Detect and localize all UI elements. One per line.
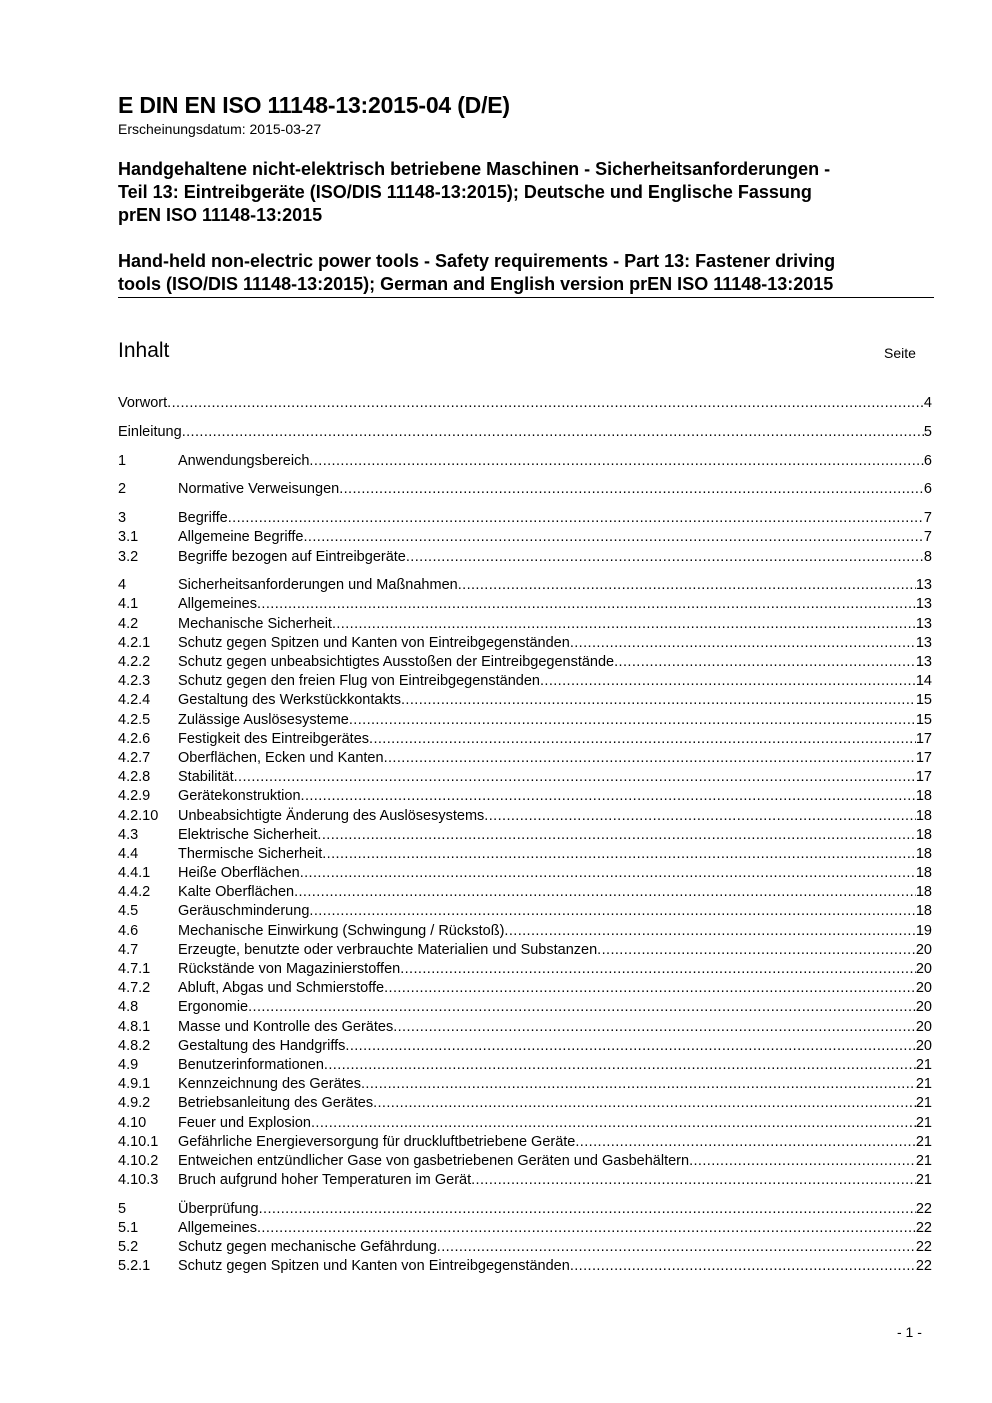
toc-entry-title: Ergonomie [178, 999, 249, 1016]
toc-entry-title: Zulässige Auslösesysteme [178, 711, 349, 728]
toc-entry[interactable] [118, 1094, 932, 1113]
toc-entry[interactable] [118, 672, 932, 691]
toc-dot-leader [689, 1152, 916, 1171]
toc-entry-page: 17 [915, 769, 932, 786]
toc-entry-number: 4.2 [118, 615, 139, 632]
toc-entry[interactable] [118, 452, 932, 471]
toc-dot-leader [311, 1114, 916, 1133]
toc-entry[interactable] [118, 883, 932, 902]
toc-entry-title: Mechanische Einwirkung (Schwingung / Rückstoß) [178, 922, 505, 939]
toc-entry-title: Schutz gegen Spitzen und Kanten von Eintreibgegenständen [178, 634, 570, 651]
toc-entry-title: Schutz gegen Spitzen und Kanten von Eintreibgegenständen [178, 1258, 570, 1275]
toc-entry-number: 4.10.2 [118, 1152, 159, 1169]
toc-entry-page: 7 [923, 529, 932, 546]
toc-entry[interactable] [118, 979, 932, 998]
toc-entry-page: 20 [915, 941, 932, 958]
toc-entry-title: Einleitung [118, 423, 182, 440]
toc-entry-number: 4.2.3 [118, 673, 151, 690]
toc-dot-leader [406, 548, 924, 567]
toc-dot-leader [349, 711, 916, 730]
toc-entry-page: 21 [915, 1076, 932, 1093]
toc-entry[interactable] [118, 1238, 932, 1257]
toc-entry-number: 4.6 [118, 922, 139, 939]
toc-entry-page: 15 [915, 692, 932, 709]
toc-dot-leader [504, 922, 915, 941]
toc-entry-page: 13 [915, 596, 932, 613]
toc-entry[interactable] [118, 1171, 932, 1190]
toc-entry-number: 4.9.2 [118, 1095, 151, 1112]
toc-entry-number: 4.10.1 [118, 1133, 159, 1150]
toc-entry-number: 4.7.2 [118, 980, 151, 997]
toc-entry-number: 3.2 [118, 548, 139, 565]
toc-dot-leader [303, 528, 923, 547]
toc-entry[interactable] [118, 711, 932, 730]
toc-entry[interactable] [118, 1075, 932, 1094]
toc-entry-title: Schutz gegen den freien Flug von Eintreibgegenständen [178, 673, 540, 690]
toc-entry[interactable] [118, 864, 932, 883]
toc-entry[interactable] [118, 902, 932, 921]
toc-entry-page: 13 [915, 577, 932, 594]
toc-entry-page: 20 [915, 1037, 932, 1054]
toc-dot-leader [322, 845, 916, 864]
publication-date: Erscheinungsdatum: 2015-03-27 [118, 121, 322, 137]
toc-entry-title: Normative Verweisungen [178, 481, 340, 498]
toc-entry-title: Mechanische Sicherheit [178, 615, 332, 632]
toc-entry-page: 17 [915, 730, 932, 747]
toc-entry-title: Festigkeit des Eintreibgerätes [178, 730, 370, 747]
toc-entry-title: Thermische Sicherheit [178, 845, 323, 862]
toc-entry-title: Gestaltung des Handgriffs [178, 1037, 346, 1054]
toc-entry-page: 13 [915, 634, 932, 651]
toc-entry-number: 5.2.1 [118, 1258, 151, 1275]
toc-entry[interactable] [118, 787, 932, 806]
toc-entry[interactable] [118, 1219, 932, 1238]
title-english-line: tools (ISO/DIS 11148-13:2015); German and English version prEN ISO 11148-13:2015 [118, 274, 834, 294]
toc-entry-page: 18 [915, 807, 932, 824]
toc-dot-leader [614, 653, 916, 672]
toc-dot-leader [309, 902, 915, 921]
toc-entry-title: Heiße Oberflächen [178, 865, 300, 882]
toc-group [118, 394, 932, 413]
toc-entry[interactable] [118, 1018, 932, 1037]
title-german-line: Handgehaltene nicht-elektrisch betriebene Maschinen - Sicherheitsanforderungen - [118, 159, 831, 179]
toc-entry-page: 13 [915, 654, 932, 671]
toc-entry[interactable] [118, 807, 932, 826]
toc-dot-leader [361, 1075, 916, 1094]
toc-entry-page: 20 [915, 980, 932, 997]
toc-dot-leader [540, 672, 916, 691]
title-german-line: Teil 13: Eintreibgeräte (ISO/DIS 11148-13:2015); Deutsche und Englische Fassung [118, 182, 812, 202]
toc-entry-number: 4.7.1 [118, 961, 151, 978]
toc-dot-leader [234, 768, 916, 787]
document-id: E DIN EN ISO 11148-13:2015-04 (D/E) [118, 92, 510, 118]
toc-entry-title: Elektrische Sicherheit [178, 826, 318, 843]
toc-entry-page: 19 [915, 922, 932, 939]
toc-entry-title: Rückstände von Magazinierstoffen [178, 961, 401, 978]
toc-entry[interactable] [118, 922, 932, 941]
table-of-contents [118, 394, 932, 1277]
toc-dot-leader [257, 595, 916, 614]
toc-dot-leader [248, 998, 916, 1017]
toc-entry[interactable] [118, 1200, 932, 1219]
toc-entry-number: 4.10 [118, 1114, 147, 1131]
toc-entry-page: 4 [923, 395, 932, 411]
toc-group [118, 452, 932, 471]
toc-entry-number: 4.2.7 [118, 749, 151, 766]
toc-dot-leader [317, 826, 915, 845]
toc-entry-page: 20 [915, 1018, 932, 1035]
toc-entry-page: 21 [915, 1133, 932, 1150]
toc-entry-title: Überprüfung [178, 1200, 259, 1217]
toc-dot-leader [400, 960, 916, 979]
toc-dot-leader [471, 1171, 916, 1190]
toc-entry[interactable] [118, 653, 932, 672]
toc-dot-leader [401, 691, 916, 710]
toc-dot-leader [384, 979, 916, 998]
toc-dot-leader [345, 1037, 915, 1056]
toc-entry-page: 18 [915, 884, 932, 901]
toc-dot-leader [484, 807, 916, 826]
title-divider [118, 297, 934, 298]
toc-entry[interactable] [118, 634, 932, 653]
toc-entry[interactable] [118, 845, 932, 864]
toc-entry-title: Masse und Kontrolle des Gerätes [178, 1018, 394, 1035]
toc-dot-leader [309, 452, 924, 471]
toc-dot-leader [324, 1056, 916, 1075]
page-number: - 1 - [897, 1324, 922, 1340]
toc-entry[interactable] [118, 615, 932, 634]
toc-group [118, 576, 932, 1190]
toc-entry[interactable] [118, 960, 932, 979]
toc-entry-number: 4.9.1 [118, 1076, 151, 1093]
toc-entry-number: 4.2.4 [118, 692, 151, 709]
toc-entry-page: 20 [915, 961, 932, 978]
toc-entry-title: Vorwort [118, 395, 168, 411]
toc-entry-title: Gerätekonstruktion [178, 788, 301, 805]
toc-entry-title: Schutz gegen mechanische Gefährdung [178, 1239, 437, 1256]
toc-entry[interactable] [118, 528, 932, 547]
toc-entry-number: 4.2.10 [118, 807, 159, 824]
toc-entry[interactable] [118, 1114, 932, 1133]
toc-entry-title: Sicherheitsanforderungen und Maßnahmen [178, 577, 458, 594]
toc-entry[interactable] [118, 941, 932, 960]
toc-entry-title: Allgemeines [178, 596, 257, 613]
toc-entry-title: Bruch aufgrund hoher Temperaturen im Gerät [178, 1172, 472, 1189]
toc-entry-page: 22 [915, 1220, 932, 1237]
toc-dot-leader [339, 480, 924, 499]
toc-entry-number: 4.4.2 [118, 884, 151, 901]
toc-entry-title: Schutz gegen unbeabsichtigtes Ausstoßen der Eintreibgegenstände [178, 654, 615, 671]
toc-entry-page: 21 [915, 1095, 932, 1112]
toc-entry[interactable] [118, 548, 932, 567]
toc-entry-page: 22 [915, 1239, 932, 1256]
toc-entry-page: 18 [915, 826, 932, 843]
toc-entry-title: Unbeabsichtigte Änderung des Auslösesystems [178, 807, 485, 824]
toc-entry[interactable] [118, 423, 932, 442]
toc-entry-page: 6 [923, 481, 932, 498]
toc-dot-leader [228, 509, 924, 528]
title-english [118, 250, 938, 296]
toc-entry[interactable] [118, 1152, 932, 1171]
toc-entry-number: 4.2.8 [118, 769, 151, 786]
toc-entry-page: 6 [923, 452, 932, 469]
toc-entry-page: 15 [915, 711, 932, 728]
toc-entry-title: Allgemeine Begriffe [178, 529, 304, 546]
toc-entry-number: 4.2.5 [118, 711, 151, 728]
toc-entry-number: 4.2.1 [118, 634, 151, 651]
toc-dot-leader [301, 787, 916, 806]
toc-entry-page: 22 [915, 1258, 932, 1275]
toc-entry-number: 4.1 [118, 596, 139, 613]
title-german-line: prEN ISO 11148-13:2015 [118, 205, 323, 225]
toc-entry-title: Betriebsanleitung des Gerätes [178, 1095, 374, 1112]
toc-dot-leader [393, 1018, 916, 1037]
toc-dot-leader [437, 1238, 916, 1257]
toc-entry-title: Stabilität [178, 769, 234, 786]
toc-entry[interactable] [118, 595, 932, 614]
toc-entry[interactable] [118, 394, 932, 413]
toc-dot-leader [575, 1133, 915, 1152]
toc-entry-number: 4.2.6 [118, 730, 151, 747]
toc-entry-number: 4.8.1 [118, 1018, 151, 1035]
toc-entry-title: Begriffe [178, 510, 228, 527]
toc-entry-number: 4.2.9 [118, 788, 151, 805]
toc-group [118, 480, 932, 499]
toc-entry[interactable] [118, 730, 932, 749]
toc-entry-number: 4.3 [118, 826, 139, 843]
toc-entry-number: 1 [118, 452, 127, 469]
toc-dot-leader [300, 864, 916, 883]
toc-entry-number: 3.1 [118, 529, 139, 546]
toc-entry[interactable] [118, 509, 932, 528]
toc-group [118, 423, 932, 442]
toc-entry-page: 21 [915, 1114, 932, 1131]
toc-entry-title: Entweichen entzündlicher Gase von gasbetriebenen Geräten und Gasbehältern [178, 1152, 690, 1169]
toc-entry-page: 21 [915, 1056, 932, 1073]
toc-dot-leader [458, 576, 916, 595]
toc-entry-page: 13 [915, 615, 932, 632]
toc-entry-number: 4.4.1 [118, 865, 151, 882]
toc-dot-leader [369, 730, 916, 749]
toc-dot-leader [597, 941, 916, 960]
toc-entry-number: 5.1 [118, 1220, 139, 1237]
toc-entry[interactable] [118, 1037, 932, 1056]
toc-entry-title: Feuer und Explosion [178, 1114, 311, 1131]
toc-entry[interactable] [118, 998, 932, 1017]
toc-entry-page: 8 [923, 548, 932, 565]
toc-entry-number: 4.8.2 [118, 1037, 151, 1054]
toc-entry-page: 21 [915, 1152, 932, 1169]
toc-dot-leader [167, 394, 924, 413]
toc-entry[interactable] [118, 768, 932, 787]
toc-entry-number: 4.10.3 [118, 1172, 159, 1189]
toc-entry-page: 17 [915, 749, 932, 766]
toc-entry-page: 7 [923, 510, 932, 527]
toc-entry[interactable] [118, 1257, 932, 1276]
toc-dot-leader [294, 883, 916, 902]
toc-dot-leader [570, 634, 916, 653]
toc-entry-page: 18 [915, 845, 932, 862]
toc-entry-title: Gestaltung des Werkstückkontakts [178, 692, 401, 709]
toc-group [118, 509, 932, 567]
toc-entry[interactable] [118, 749, 932, 768]
toc-dot-leader [257, 1219, 916, 1238]
toc-entry-number: 5.2 [118, 1239, 139, 1256]
toc-heading: Inhalt [118, 339, 170, 362]
toc-entry[interactable] [118, 1133, 932, 1152]
toc-entry-title: Kalte Oberflächen [178, 884, 295, 901]
toc-entry-page: 20 [915, 999, 932, 1016]
toc-entry-title: Kennzeichnung des Gerätes [178, 1076, 361, 1093]
toc-dot-leader [570, 1257, 916, 1276]
toc-entry-number: 4.9 [118, 1056, 139, 1073]
toc-entry[interactable] [118, 576, 932, 595]
toc-entry-page: 22 [915, 1200, 932, 1217]
toc-entry-title: Allgemeines [178, 1220, 257, 1237]
toc-entry-title: Benutzerinformationen [178, 1056, 324, 1073]
toc-entry-title: Geräuschminderung [178, 903, 310, 920]
toc-entry-title: Erzeugte, benutzte oder verbrauchte Materialien und Substanzen [178, 941, 598, 958]
toc-entry-page: 5 [923, 423, 932, 440]
toc-dot-leader [384, 749, 916, 768]
toc-entry-title: Begriffe bezogen auf Eintreibgeräte [178, 548, 406, 565]
toc-dot-leader [332, 615, 916, 634]
toc-entry-title: Gefährliche Energieversorgung für druckluftbetriebene Geräte [178, 1133, 576, 1150]
toc-entry-page: 18 [915, 865, 932, 882]
toc-entry-number: 4.7 [118, 941, 139, 958]
toc-entry-number: 4.2.2 [118, 654, 151, 671]
toc-entry-page: 18 [915, 903, 932, 920]
toc-entry-number: 4.4 [118, 845, 139, 862]
toc-entry-title: Oberflächen, Ecken und Kanten [178, 749, 384, 766]
toc-entry-number: 2 [118, 481, 127, 498]
toc-entry-number: 4 [118, 577, 127, 594]
toc-dot-leader [259, 1200, 916, 1219]
toc-entry[interactable] [118, 480, 932, 499]
toc-group [118, 1200, 932, 1277]
toc-entry-page: 21 [915, 1172, 932, 1189]
title-german [118, 158, 938, 227]
toc-entry-number: 4.8 [118, 999, 139, 1016]
toc-entry-page: 14 [915, 673, 932, 690]
toc-entry[interactable] [118, 691, 932, 710]
toc-dot-leader [373, 1094, 916, 1113]
toc-entry[interactable] [118, 1056, 932, 1075]
toc-entry-number: 5 [118, 1200, 127, 1217]
toc-dot-leader [182, 423, 924, 442]
toc-entry-number: 4.5 [118, 903, 139, 920]
toc-entry-title: Anwendungsbereich [178, 452, 310, 469]
title-english-line: Hand-held non-electric power tools - Safety requirements - Part 13: Fastener driving [118, 251, 836, 271]
toc-page-column-label: Seite [884, 345, 916, 361]
toc-entry[interactable] [118, 826, 932, 845]
toc-entry-number: 3 [118, 510, 127, 527]
toc-entry-page: 18 [915, 788, 932, 805]
toc-entry-title: Abluft, Abgas und Schmierstoffe [178, 980, 385, 997]
